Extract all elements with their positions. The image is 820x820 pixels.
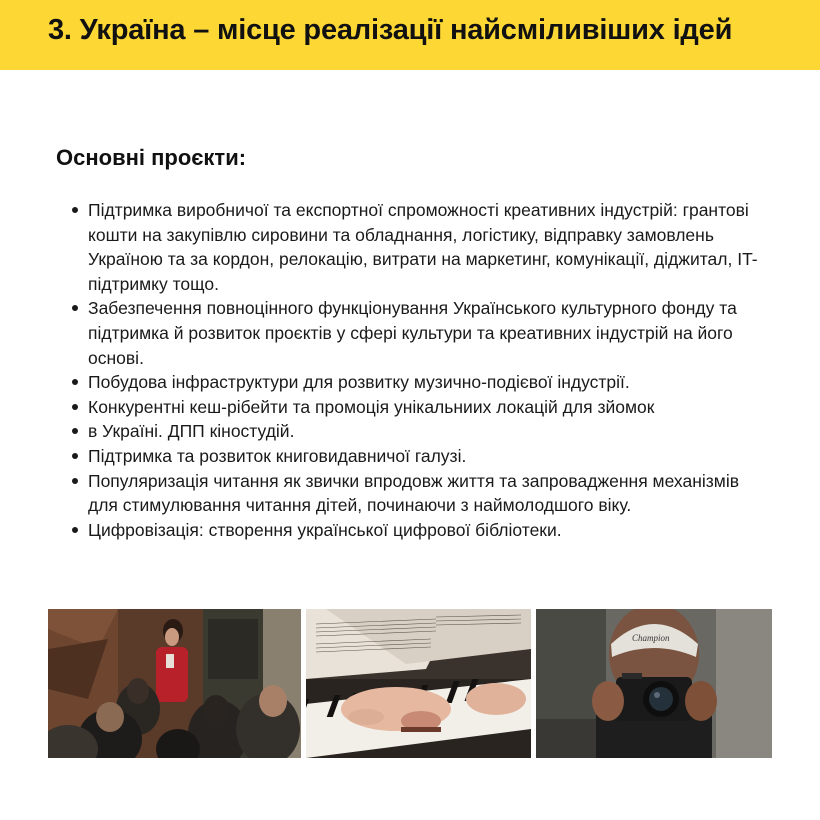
- list-item: Забезпечення повноцінного функціонування Українського культурного фонду та підтримка й розвиток проєктів у сфері культури та креативних індустрій на його основі.: [68, 296, 768, 370]
- camera-photo: [536, 609, 772, 758]
- list-item: Конкурентні кеш-рібейти та промоція унікальниих локацій для зйомок: [68, 395, 768, 420]
- list-item: Цифровізація: створення української цифрової бібліотеки.: [68, 518, 768, 543]
- projects-list: [68, 198, 768, 542]
- piano-photo: [306, 609, 531, 758]
- svg-text:Champion: Champion: [632, 633, 670, 643]
- list-item: в Україні. ДПП кіностудій.: [68, 419, 768, 444]
- list-item: Підтримка та розвиток книговидавничої галузі.: [68, 444, 768, 469]
- section-title: Основні проєкти:: [56, 145, 247, 170]
- page-title: 3. Україна – місце реалізації найсміливіших ідей: [48, 14, 733, 46]
- conference-photo: [48, 609, 301, 758]
- list-item: Побудова інфраструктури для розвитку музично-подієвої індустрії.: [68, 370, 768, 395]
- list-item: Популяризація читання як звички впродовж життя та запровадження механізмів для стимулювання читання дітей, починаючи з наймолодшого віку.: [68, 469, 768, 518]
- list-item: Підтримка виробничої та експортної спроможності креативних індустрій: грантові кошти на закупівлю сировини та обладнання, логістику, відправку замовлень Україною та за кордон, релокацію, витрати на маркетинг, комунікації, діджитал, IT-підтримку тощо.: [68, 198, 768, 296]
